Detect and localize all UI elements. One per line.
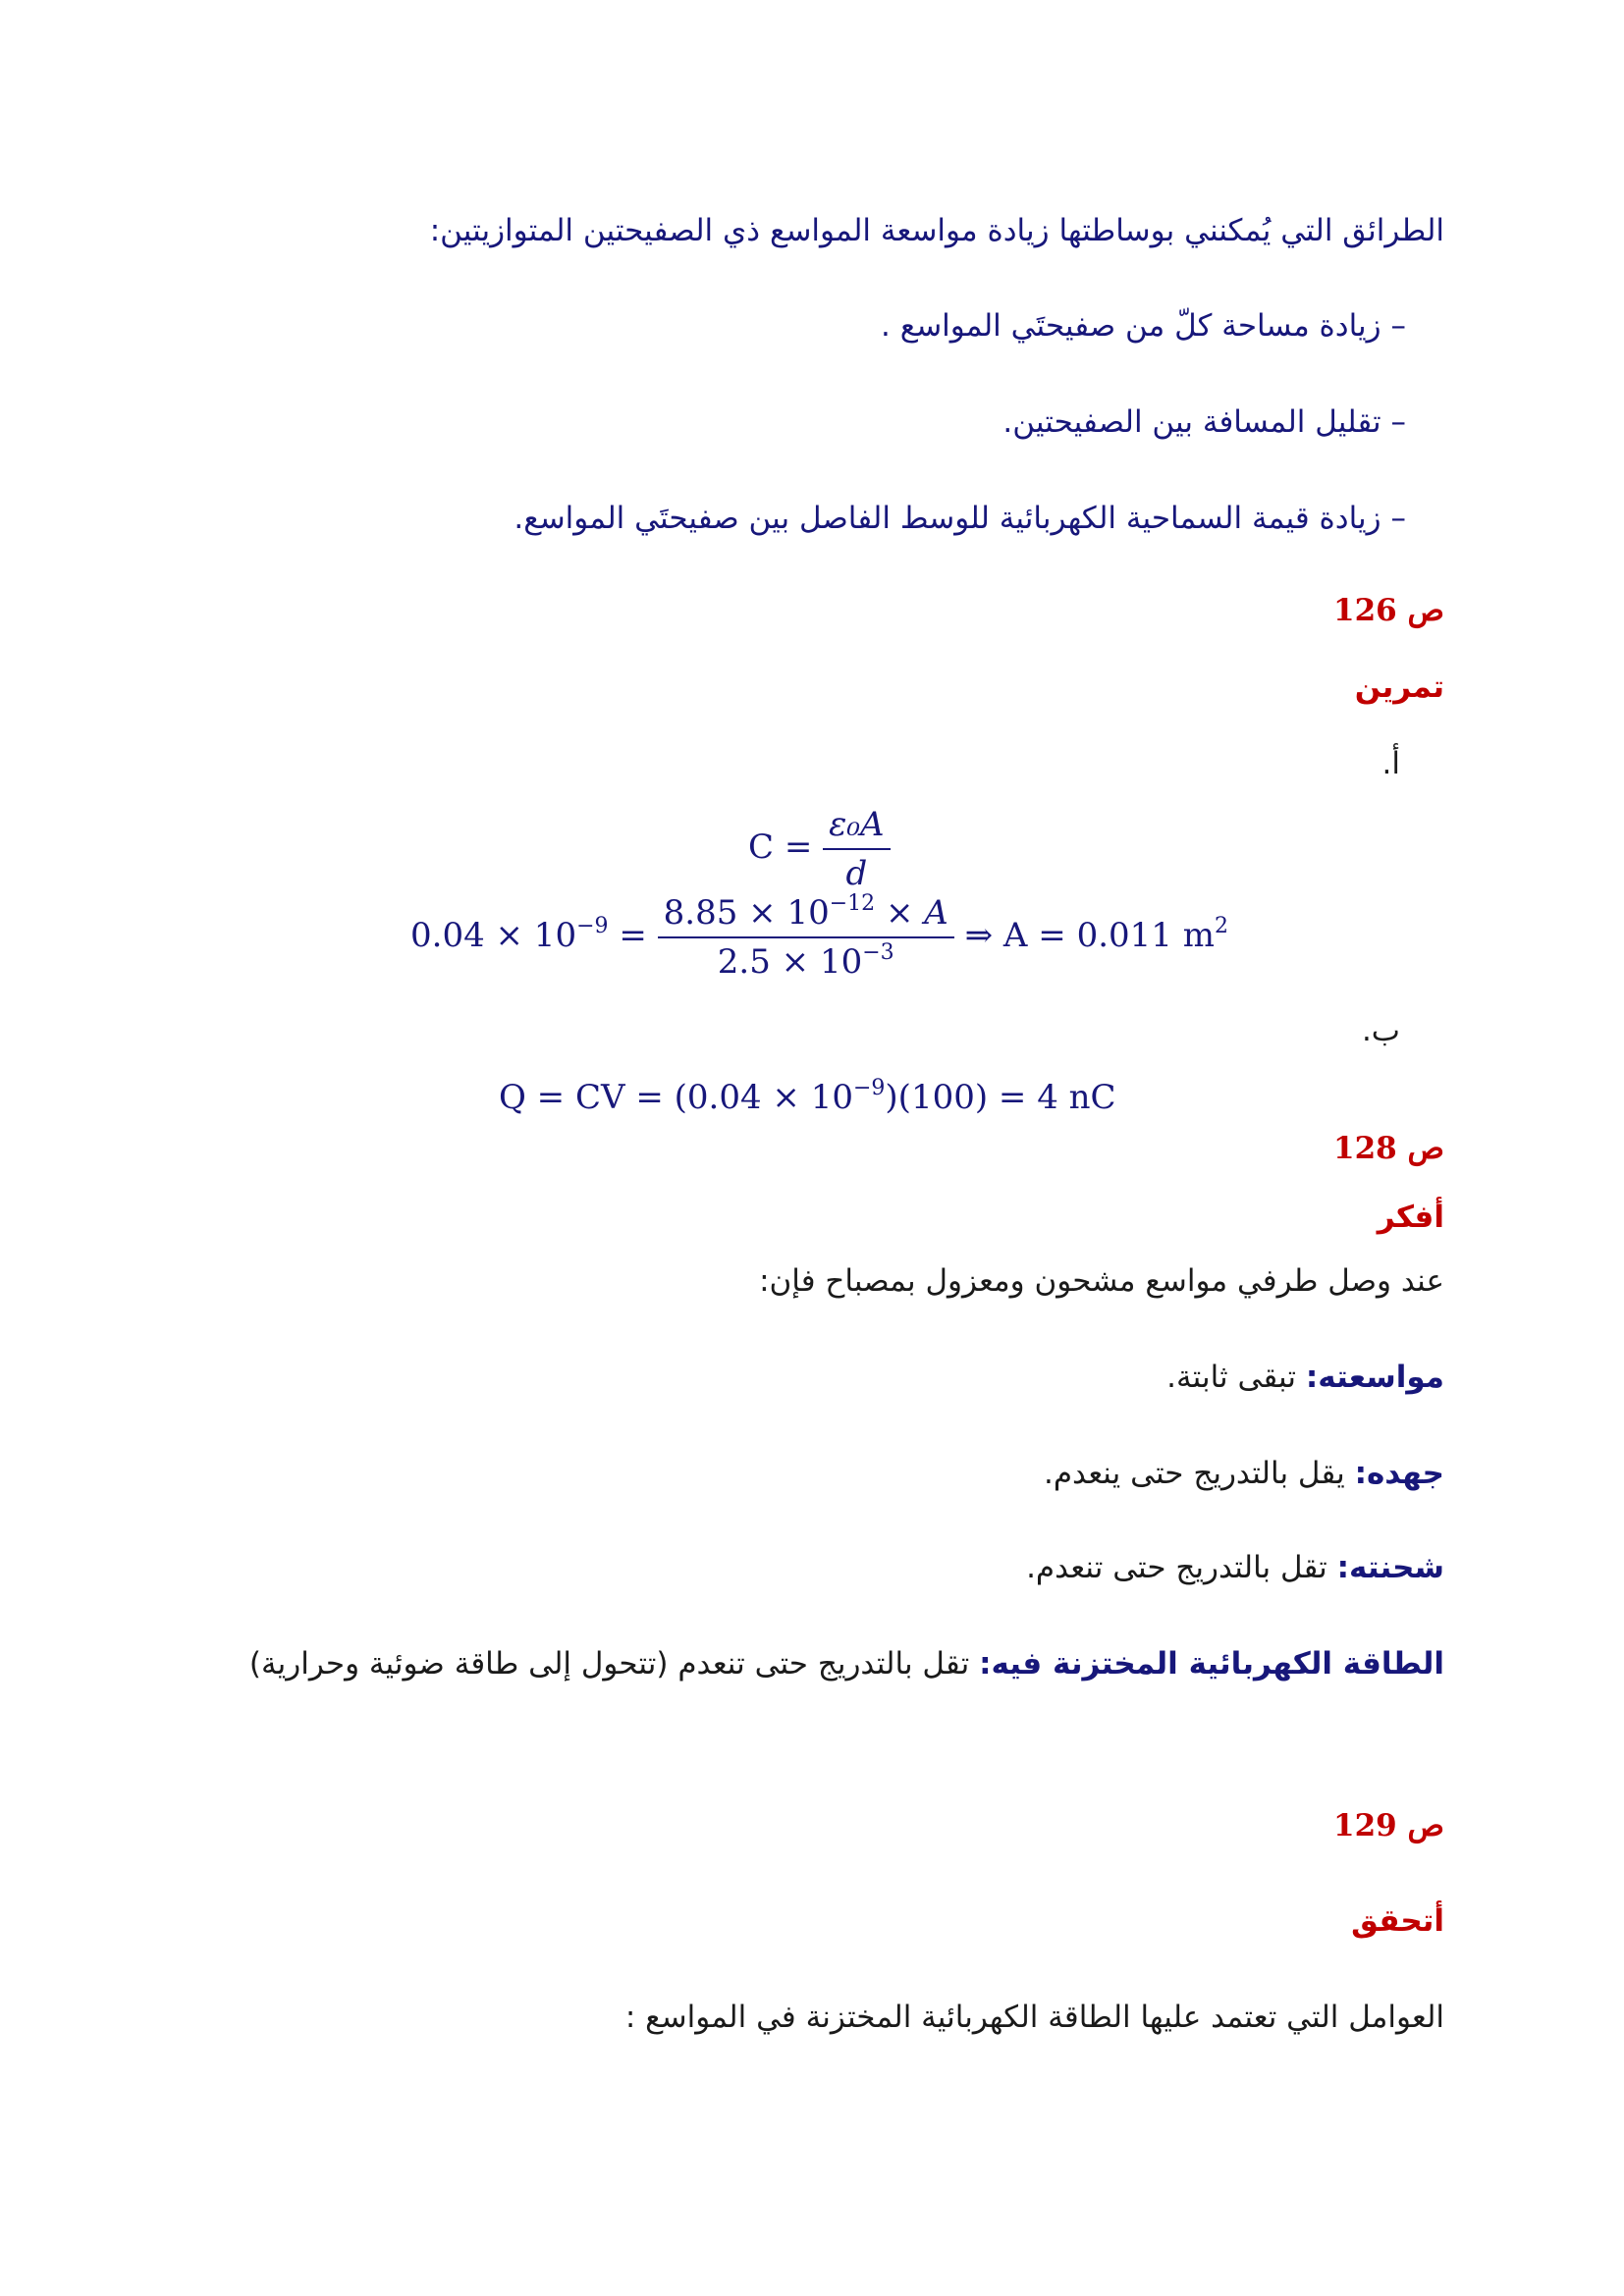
area-calculation — [410, 893, 1228, 982]
intro-text: الطرائق التي يُمكنني بوساطتها زيادة مواسعة المواسع ذي الصفيحتين المتوازيتين: — [429, 213, 1444, 248]
page-heading-126: ص 126 — [1333, 593, 1444, 628]
fact-voltage: جهده: يقل بالتدريج حتى ينعدم. — [1044, 1456, 1444, 1491]
fact-capacitance: مواسعته: تبقى ثابتة. — [1166, 1360, 1444, 1395]
formula-numerator: ε₀A — [829, 805, 885, 844]
calc-result: ⇒ A = 0.011 $m^2$ — [964, 914, 1228, 955]
formula-fraction — [823, 805, 890, 893]
fact-charge: شحنته: تقل بالتدريج حتى تنعدم. — [1026, 1550, 1444, 1585]
formula-lhs: C = — [748, 828, 813, 867]
bullet-increase-area: – زيادة مساحة كلّ من صفيحتَي المواسع . — [881, 308, 1406, 344]
part-a-label: أ. — [1381, 746, 1400, 781]
bullet-decrease-distance: – تقليل المسافة بين الصفيحتين. — [1002, 404, 1406, 440]
factors-text: العوامل التي تعتمد عليها الطاقة الكهربائية المختزنة في المواسع : — [624, 2000, 1444, 2035]
calc-numerator: $8.85 \times 10^{-12} \times A$ — [663, 891, 948, 933]
verify-title: أتحقق — [1351, 1903, 1444, 1939]
think-text: عند وصل طرفي مواسع مشحون ومعزول بمصباح فإن: — [759, 1263, 1444, 1299]
calc-lhs: $0.04 \times 10^{-9}$ — [410, 914, 609, 955]
capacitance-formula — [748, 805, 891, 893]
calc-denominator: $2.5 \times 10^{-3}$ — [658, 936, 954, 982]
charge-calculation: Q = CV = $(0.04 \times 10^{-9})(100) = 4$ nC — [499, 1076, 1116, 1117]
page-heading-129: ص 129 — [1333, 1808, 1444, 1843]
part-b-label: ب. — [1361, 1013, 1400, 1048]
calc-equals: = — [619, 916, 647, 955]
bullet-increase-permittivity: – زيادة قيمة السماحية الكهربائية للوسط الفاصل بين صفيحتَي المواسع. — [514, 501, 1406, 536]
think-title: أفكر — [1377, 1200, 1444, 1235]
fact-energy: الطاقة الكهربائية المختزنة فيه: تقل بالتدريج حتى تنعدم (تتحول إلى طاقة ضوئية وحرارية) — [248, 1646, 1444, 1682]
formula-denominator: d — [845, 854, 868, 893]
calc-fraction — [658, 893, 954, 982]
exercise-title: تمرين — [1354, 669, 1444, 705]
page-heading-128: ص 128 — [1333, 1131, 1444, 1166]
